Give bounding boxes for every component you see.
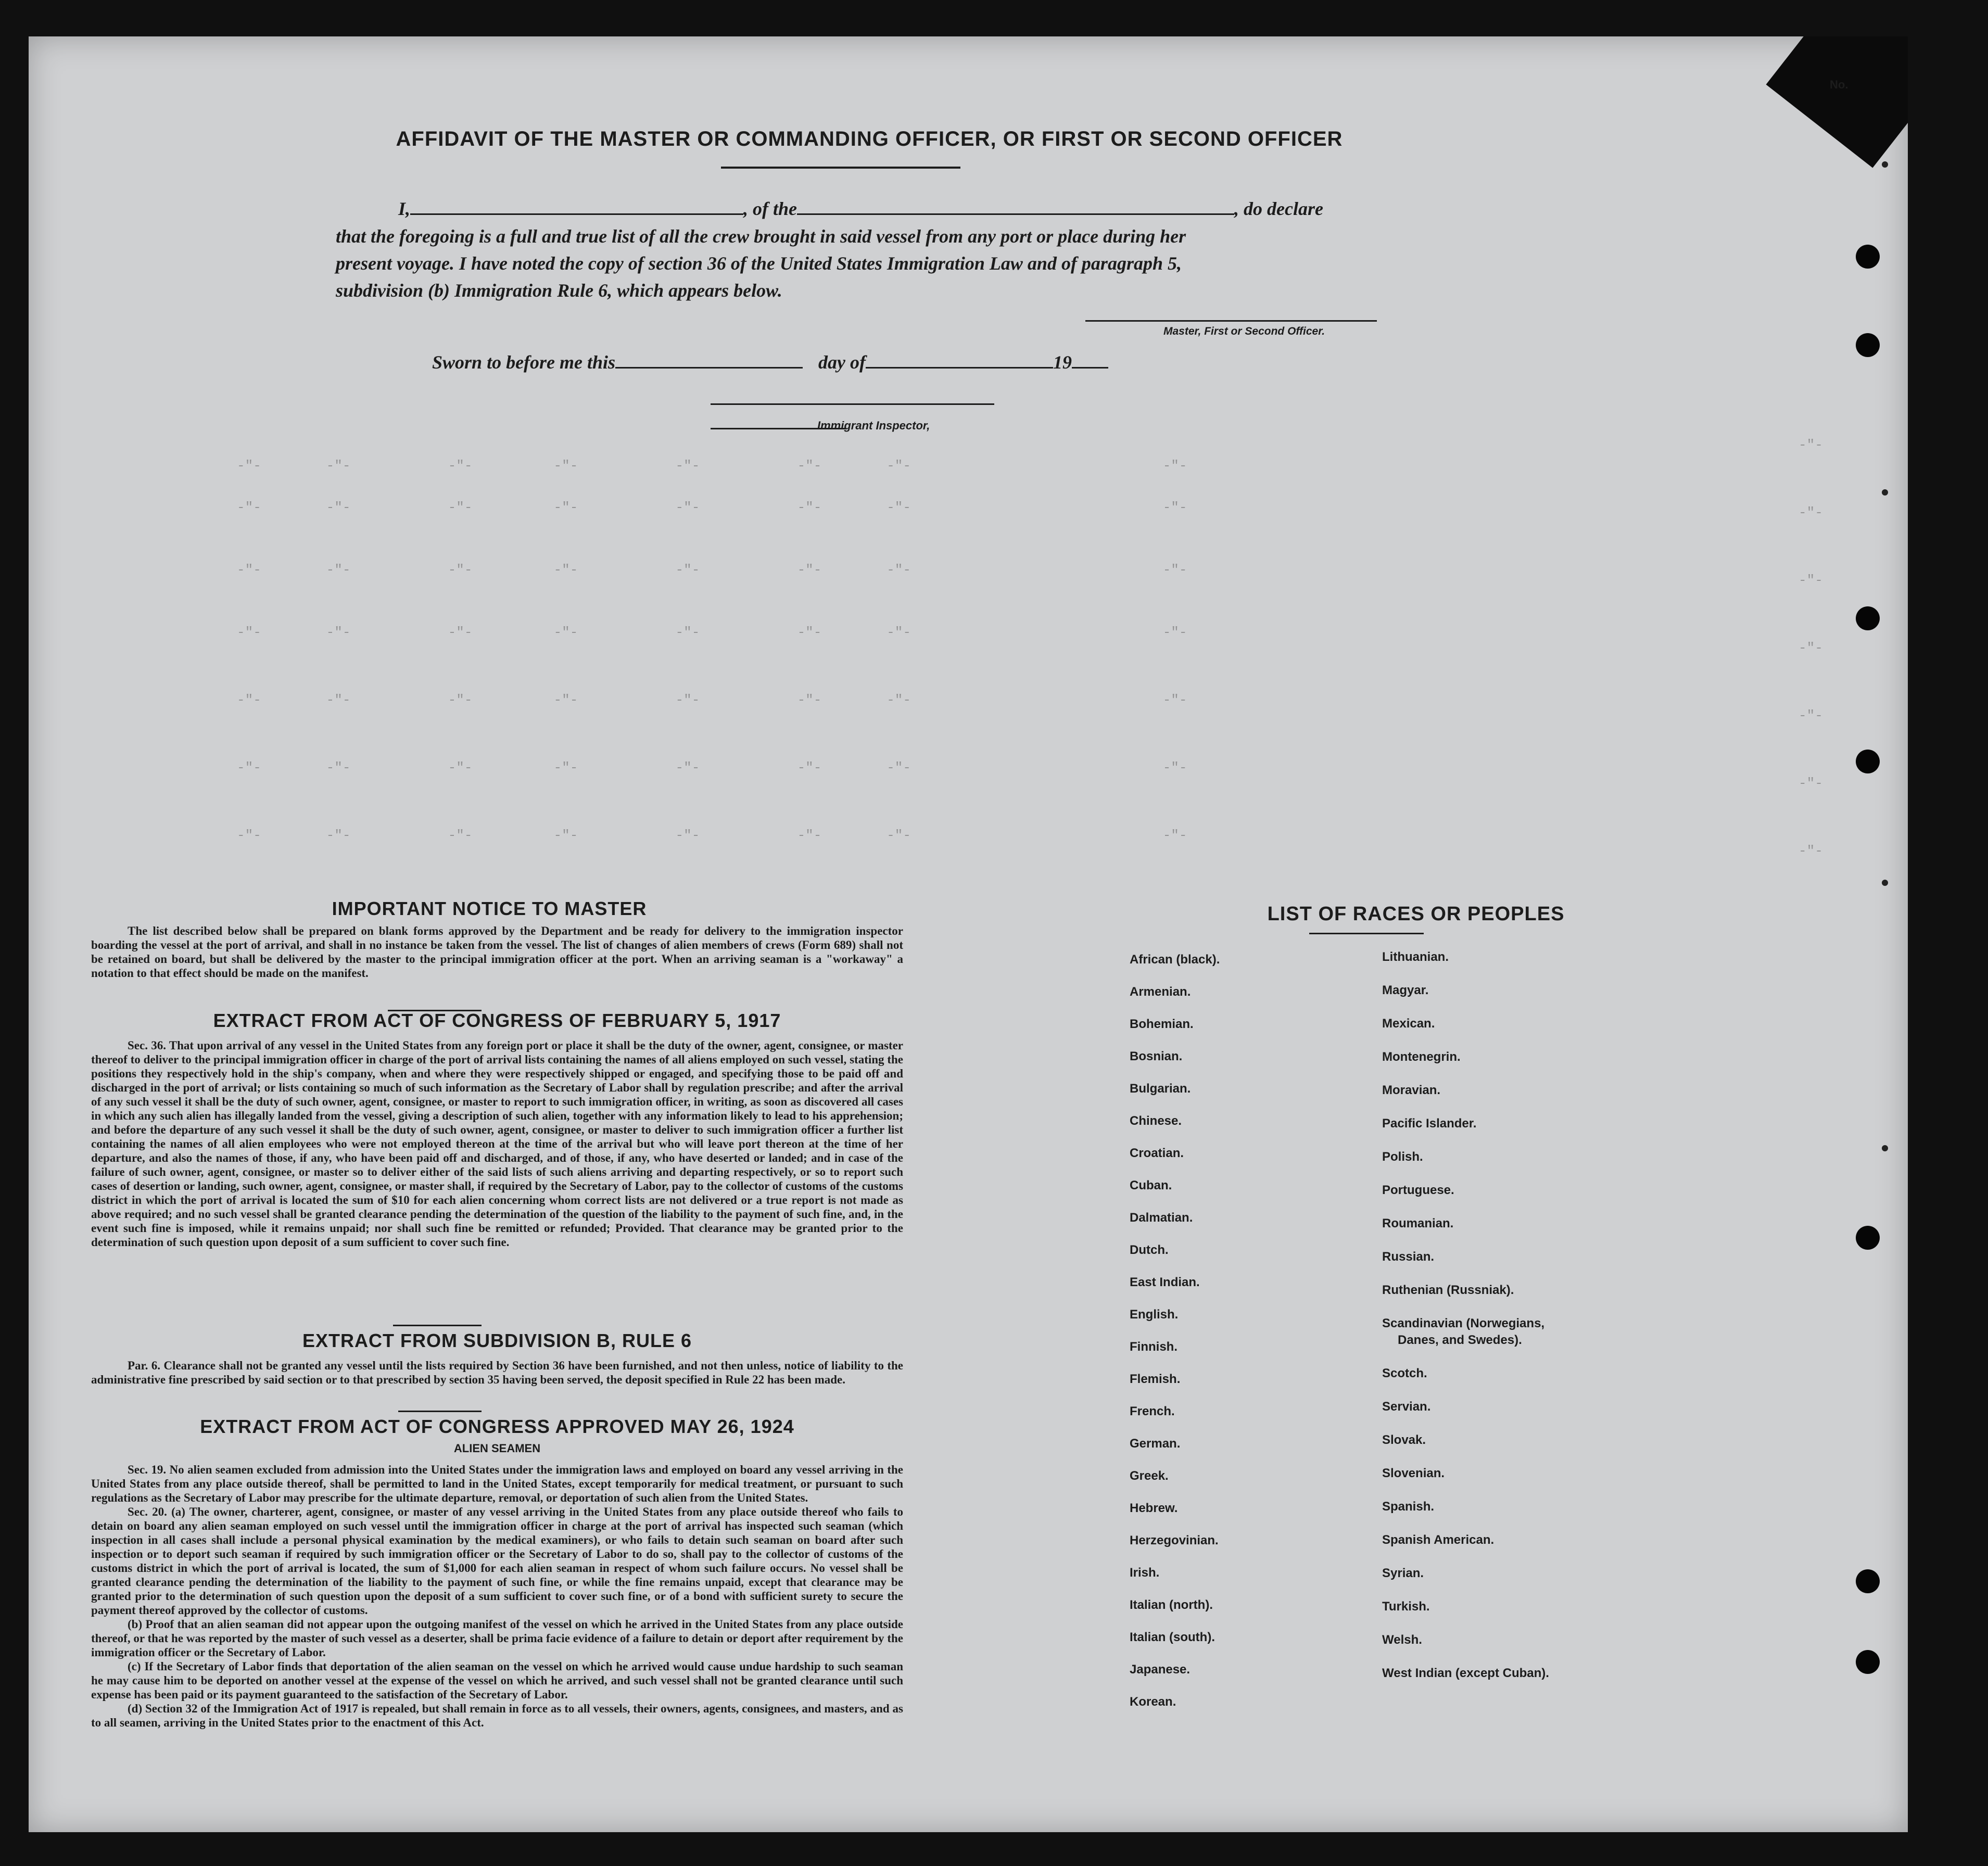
act-1917-rule bbox=[393, 1325, 482, 1326]
sworn-day-of: day of bbox=[818, 352, 866, 373]
sworn-day-field[interactable] bbox=[615, 350, 803, 369]
race-item: Scotch. bbox=[1382, 1366, 1427, 1380]
race-item: Bulgarian. bbox=[1130, 1082, 1191, 1096]
race-item: Italian (north). bbox=[1130, 1598, 1213, 1612]
small-punch-hole bbox=[1882, 880, 1888, 886]
punch-hole bbox=[1856, 333, 1880, 357]
affidavit-line-2: that the foregoing is a full and true list of all the crew brought in said vessel from any port or place during her bbox=[336, 226, 1186, 247]
race-item: Bosnian. bbox=[1130, 1049, 1183, 1063]
sworn-month-field[interactable] bbox=[866, 350, 1053, 369]
race-item: Portuguese. bbox=[1382, 1183, 1454, 1197]
inspector-caption: Immigrant Inspector, bbox=[817, 419, 930, 432]
race-item: Danes, and Swedes). bbox=[1398, 1333, 1522, 1347]
race-item: Lithuanian. bbox=[1382, 950, 1449, 964]
punch-hole bbox=[1856, 750, 1880, 773]
punch-hole bbox=[1856, 1569, 1880, 1593]
race-item: Hebrew. bbox=[1130, 1501, 1178, 1515]
act-1917-body: Sec. 36. That upon arrival of any vessel in the United States from any foreign port or place it shall be the duty of the owner, agent, consignee, or master thereof to deliver to the principal immigration officer in charge of the port of arrival lists containing the names of all aliens employed on such vessel, stating the positions they respectively hold in the ship's company, when and where they were respectively shipped or engaged, and specifying those to be paid off and discharged in the port of arrival; or lists containing so much of such information as the Secretary of Labor shall by regulation prescribe; and after the arrival of any such vessel it shall be the duty of such owner, agent, consignee, or master to report to such immigration officer, in writing, as soon as discovered all cases in which any such alien has illegally landed from the vessel, giving a description of such alien, together with any information likely to lead to his apprehension; and before the departure of any such vessel it shall be the duty of such owner, agent, consignee, or master to deliver to such immigration officer a further list containing the names of all alien employees who were not employed thereon at the time of the arrival but who will leave port thereon at the time of her departure, and also the names of those, if any, who have been paid off and discharged, and of those, if any, who have deserted or landed; and in case of the failure of such owner, agent, consignee, or master so to deliver either of the said lists of such aliens arriving and departing respectively, or so to report such cases of desertion or landing, such owner, agent, consignee, or master shall, if required by the Secretary of Labor, pay to the collector of customs of the customs district in which the port of arrival is located the sum of $10 for each alien concerning whom correct lists are not delivered or a true report is not made as above required; and no such vessel shall be granted clearance pending the determination of the question of the liability to the payment of such fine, and, in the event such fine is imposed, while it remains unpaid; nor shall such fine be remitted or refunded; Provided. That clearance may be granted prior to the determination of such question upon deposit of a sum sufficient to cover such fine. bbox=[91, 1039, 903, 1249]
race-item: Bohemian. bbox=[1130, 1017, 1194, 1031]
rule-6-body: Par. 6. Clearance shall not be granted any vessel until the lists required by Section 36 have been furnished, and not then unless, notice of liability to the administrative fine prescribed by said section or to that prescribed by section 35 having been served, the deposit specified in Rule 22 has been made. bbox=[91, 1359, 903, 1386]
notice-text bbox=[91, 924, 903, 980]
races-rule bbox=[1309, 933, 1424, 934]
affidavit-line-3: present voyage. I have noted the copy of section 36 of the United States Immigration Law and of paragraph 5, bbox=[336, 253, 1182, 274]
sworn-text: Sworn to before me this bbox=[432, 352, 616, 373]
race-item: Syrian. bbox=[1382, 1566, 1424, 1580]
race-item: Moravian. bbox=[1382, 1083, 1441, 1097]
inspector-signature-line[interactable] bbox=[711, 403, 994, 405]
race-item: African (black). bbox=[1130, 953, 1220, 967]
officer-name-field[interactable] bbox=[410, 197, 743, 215]
act-1917-text bbox=[91, 1038, 903, 1249]
race-item: Greek. bbox=[1130, 1469, 1169, 1483]
race-item: Slovenian. bbox=[1382, 1466, 1445, 1480]
act-1924-sec-20-d: (d) Section 32 of the Immigration Act of 1917 is repealed, but shall remain in force as to all vessels, their owners, agents, consignees, and masters, and as to all seamen, arriving in the United States prior to the enactment of this Act. bbox=[91, 1702, 903, 1729]
punch-hole bbox=[1856, 1226, 1880, 1250]
punch-hole bbox=[1856, 245, 1880, 269]
race-item: Armenian. bbox=[1130, 985, 1191, 999]
races-right-column bbox=[1382, 950, 1549, 1699]
act-1924-sec-20-a: Sec. 20. (a) The owner, charterer, agent, consignee, or master of any vessel arriving in the United States from any place outside thereof who fails to detain on board any alien seaman employed on such vessel until the immigration officer in charge at the port of arrival has inspected such seaman (which inspection in all cases shall include a personal physical examination by the medical examiners), or who fails to detain such seaman on board after such inspection or to deport such seaman if required by such immigration officer or the Secretary of Labor to do so, shall pay to the collector of customs of the customs district in which the port of arrival is located, the sum of $1,000 for each alien seaman in respect of whom such failure occurs. No vessel shall be granted clearance pending the determination of the liability to the payment of such fine, or while the fine remains unpaid, except that clearance may be granted prior to the determination of such question upon the deposit of a sum sufficient to cover such fine, or of a bond with sufficient surety to secure the payment thereof approved by the collector of customs. bbox=[91, 1505, 903, 1617]
race-item: Dutch. bbox=[1130, 1243, 1169, 1257]
race-item: Welsh. bbox=[1382, 1633, 1422, 1647]
affidavit-of-the: , of the bbox=[743, 198, 797, 219]
notice-title: IMPORTANT NOTICE TO MASTER bbox=[332, 898, 647, 919]
race-item: Korean. bbox=[1130, 1695, 1176, 1709]
act-1924-sec-20-b: (b) Proof that an alien seaman did not appear upon the outgoing manifest of the vessel on which he arrived in the United States from any place outside thereof, or that he was reported by the master of such vessel as a deserter, shall be prima facie evidence of a failure to detain or deport after requirement by the immigration officer or the Secretary of Labor. bbox=[91, 1618, 903, 1659]
vessel-name-field[interactable] bbox=[797, 197, 1234, 215]
act-1924-subtitle: ALIEN SEAMEN bbox=[453, 1442, 541, 1455]
race-item: French. bbox=[1130, 1404, 1175, 1418]
race-item: Herzegovinian. bbox=[1130, 1533, 1219, 1547]
race-item: Russian. bbox=[1382, 1250, 1435, 1264]
small-punch-hole bbox=[1882, 161, 1888, 168]
affidavit-line-1 bbox=[336, 195, 1323, 222]
race-item: Pacific Islander. bbox=[1382, 1116, 1477, 1131]
sworn-line bbox=[432, 349, 1108, 376]
sworn-year-field[interactable] bbox=[1072, 350, 1108, 369]
race-item: Turkish. bbox=[1382, 1600, 1430, 1614]
races-title: LIST OF RACES OR PEOPLES bbox=[1267, 903, 1565, 925]
sworn-year-prefix: 19 bbox=[1053, 352, 1072, 373]
race-item: Magyar. bbox=[1382, 983, 1429, 997]
race-item: Chinese. bbox=[1130, 1114, 1182, 1128]
affidavit-do-declare: , do declare bbox=[1234, 198, 1323, 219]
race-item: Croatian. bbox=[1130, 1146, 1184, 1160]
race-item: Polish. bbox=[1382, 1150, 1423, 1164]
race-item: Scandinavian (Norwegians, bbox=[1382, 1316, 1545, 1330]
race-item: Roumanian. bbox=[1382, 1216, 1454, 1230]
race-item: Slovak. bbox=[1382, 1433, 1426, 1447]
race-item: Dalmatian. bbox=[1130, 1211, 1193, 1225]
race-item: Mexican. bbox=[1382, 1017, 1435, 1031]
act-1917-title: EXTRACT FROM ACT OF CONGRESS OF FEBRUARY 5, 1917 bbox=[213, 1010, 781, 1031]
document-page: No. AFFIDAVIT OF THE MASTER OR COMMANDING OFFICER, OR FIRST OR SECOND OFFICER I, , of the , do declare that the foregoing is a full and true list of all the crew brought in said vessel from any port or place during her present voyage. I have noted the copy of section 36 of the United States Immigration Law and of paragraph 5, subdivision (b) Immigration Rule 6, which appears below. Master, First or Second Officer. Sworn to before me this day of 19 Immigrant Inspector, -"- -"- -"- -"- -"- -"- -"- -"- -"- -"- -"- -"- -"- -"- -"- -"- -"- -"- -"- -"- -"- -"- -"- -"- -"- -"- -"- -"- -"- -"- -"- -"- -"- -"- -"- -"- -"- -"- -"- -"- -"- -"- -"- -"- -"- -"- -"- -"- -"- -"- -"- -"- -"- -"- -"- -"- -"- -"- -"- -"- -"- -"- -"- IMPORTANT NOTICE TO MASTER The list described below shall be prepared on blank forms approved by the Department and be ready for delivery to the immigration inspector boarding the vessel at the port of arrival, and shall in no instance be taken from the vessel. The list of changes of alien members of crews (Form 689) shall not be retained on board, but shall be delivered by the master to the principal immigration officer at the port. When an arriving seaman is a "workaway" a notation to that effect should be made on the manifest. EXTRACT FROM ACT OF CONGRESS OF FEBRUARY 5, 1917 Sec. 36. That upon arrival of any vessel in the United States from any foreign port or place it shall be the duty of the owner, agent, consignee, or master thereof to deliver to the principal immigration officer in charge of the port of arrival lists containing the names of all aliens employed on such vessel, stating the positions they respectively hold in the ship's company, when and where they were respectively shipped or engaged, and specifying those to be paid off and discharged in the port of arrival; or lists containing so much of such information as the Secretary of Labor shall by regulation prescribe; and after the arrival of any such vessel it shall be the duty of such owner, agent, consignee, or master to report to such immigration officer, in writing, as soon as discovered all cases in which any such alien has illegally landed from the vessel, giving a description of such alien, together with any information likely to lead to his apprehension; and before the departure of any such vessel it shall be the duty of such owner, agent, consignee, or master to deliver to such immigration officer a further list containing the names of all alien employees who were not employed thereon at the time of the arrival but who will leave port thereon at the time of her departure, and also the names of those, if any, who have been paid off and discharged, and of those, if any, who have deserted or landed; and in case of the failure of such owner, agent, consignee, or master so to deliver either of the said lists of such aliens arriving and departing respectively, or so to report such cases of desertion or landing, such owner, agent, consignee, or master shall, if required by the Secretary of Labor, pay to the collector of customs of the customs district in which the port of arrival is located the sum of $10 for each alien concerning whom correct lists are not delivered or a true report is not made as above required; and no such vessel shall be granted clearance pending the determination of the question of the liability to the payment of such fine, and, in the event such fine is imposed, while it remains unpaid; nor shall such fine be remitted or refunded; Provided. That clearance may be granted prior to the determination of such question upon deposit of a sum sufficient to cover such fine. EXTRACT FROM SUBDIVISION B, RULE 6 Par. 6. Clearance shall not be granted any vessel until the lists required by Section 36 have been furnished, and not then unless, notice of liability to the administrative fine prescribed by said section or to that prescribed by section 35 having been served, the deposit specified in Rule 22 has been made. EXTRACT FROM ACT OF CONGRESS APPROVED MAY 26, 1924 ALIEN SEAMEN Sec. 19. No alien seamen excluded from admission into the United States under the immigration laws and employed on board any vessel arriving in the United States from any place outside thereof, shall be permitted to land in the United States, except temporarily for medical treatment, or pursuant to such regulations as the Secretary of Labor may prescribe for the ultimate departure, removal, or deportation of such alien from the United States. Sec. 20. (a) The owner, charterer, agent, consignee, or master of any vessel arriving in the United States from any place outside thereof who fails to detain on board any alien seaman employed on such vessel until the immigration officer in charge at the port of arrival has inspected such seaman (which inspection in all cases shall include a personal physical examination by the medical examiners), or who fails to detain such seaman on board after such inspection or to deport such seaman if required by such immigration officer or the Secretary of Labor to do so, shall pay to the collector of customs of the customs district in which the port of arrival is located, the sum of $1,000 for each alien seaman in respect of whom such failure occurs. No vessel shall be granted clearance pending the determination of the liability to the payment of such fine, or while the fine remains unpaid, except that clearance may be granted prior to the determination of such question upon the deposit of a sum sufficient to cover such fine, or of a bond with sufficient surety to secure the payment thereof approved by the collector of customs. (b) Proof that an alien seaman did not appear upon the outgoing manifest of the vessel on which he arrived in the United States from any place outside thereof, or that he was reported by the master of such vessel as a deserter, shall be prima facie evidence of a failure to detain or deport after requirement by the immigration officer or the Secretary of Labor. (c) If the Secretary of Labor finds that deportation of the alien seaman on the vessel on which he arrived would cause undue hardship to such seaman he may cause him to be deported on another vessel at the expense of the vessel on which he arrived, and such vessel shall not be granted clearance until such expense has been paid or its payment guaranteed to the satisfaction of the Secretary of Labor. (d) Section 32 of the Immigration Act of 1917 is repealed, but shall remain in force as to all vessels, their owners, agents, consignees, and masters, and as to all seamen, arriving in the United States prior to the enactment of this Act. LIST OF RACES OR PEOPLES African (black). Armenian. Bohemian. Bosnian. Bulgarian. Chinese. Croatian. Cuban. Dalmatian. Dutch. East Indian. English. Finnish. Flemish. French. German. Greek. Hebrew. Herzegovinian. Irish. Italian (north). Italian (south). Japanese. Korean. Lithuanian. Magyar. Mexican. Montenegrin. Moravian. Pacific Islander. Polish. Portuguese. Roumanian. Russian. Ruthenian (Russniak). Scandinavian (Norwegians, Danes, and Swedes). Scotch. Servian. Slovak. Slovenian. Spanish. Spanish American. Syrian. Turkish. Welsh. West Indian (except Cuban). bbox=[29, 36, 1908, 1832]
race-item: Montenegrin. bbox=[1382, 1050, 1461, 1064]
race-item: West Indian (except Cuban). bbox=[1382, 1666, 1549, 1680]
signature-caption: Master, First or Second Officer. bbox=[1163, 325, 1325, 337]
small-punch-hole bbox=[1882, 489, 1888, 496]
race-item: Italian (south). bbox=[1130, 1630, 1215, 1644]
race-item: Irish. bbox=[1130, 1566, 1160, 1580]
race-item: Servian. bbox=[1382, 1400, 1431, 1414]
act-1924-sec-19: Sec. 19. No alien seamen excluded from admission into the United States under the immigration laws and employed on board any vessel arriving in the United States from any place outside thereof, shall be permitted to land in the United States, except temporarily for medical treatment, or pursuant to such regulations as the Secretary of Labor may prescribe for the ultimate departure, removal, or deportation of such alien from the United States. bbox=[91, 1463, 903, 1504]
race-item: East Indian. bbox=[1130, 1275, 1200, 1289]
act-1924-title: EXTRACT FROM ACT OF CONGRESS APPROVED MAY 26, 1924 bbox=[200, 1416, 794, 1437]
corner-number-label: No. bbox=[1830, 78, 1848, 91]
signature-line[interactable] bbox=[1085, 320, 1377, 322]
race-item: Spanish. bbox=[1382, 1500, 1435, 1514]
affidavit-title-rule bbox=[721, 167, 960, 169]
race-item: Flemish. bbox=[1130, 1372, 1181, 1386]
race-item: Japanese. bbox=[1130, 1662, 1191, 1677]
race-item: Ruthenian (Russniak). bbox=[1382, 1283, 1514, 1297]
act-1924-sec-20-c: (c) If the Secretary of Labor finds that deportation of the alien seaman on the vessel on which he arrived would cause undue hardship to such seaman he may cause him to be deported on another vessel at the expense of the vessel on which he arrived, and such vessel shall not be granted clearance until such expense has been paid or its payment guaranteed to the satisfaction of the Secretary of Labor. bbox=[91, 1660, 903, 1701]
punch-hole bbox=[1856, 1650, 1880, 1674]
race-item: German. bbox=[1130, 1437, 1181, 1451]
race-item: Finnish. bbox=[1130, 1340, 1177, 1354]
curled-corner bbox=[1766, 36, 1908, 168]
notice-body: The list described below shall be prepared on blank forms approved by the Department and be ready for delivery to the immigration inspector boarding the vessel at the port of arrival, and shall in no instance be taken from the vessel. The list of changes of alien members of crews (Form 689) shall not be retained on board, but shall be delivered by the master to the principal immigration officer at the port. When an arriving seaman is a "workaway" a notation to that effect should be made on the manifest. bbox=[91, 924, 903, 980]
punch-hole bbox=[1856, 606, 1880, 630]
race-item: Cuban. bbox=[1130, 1178, 1172, 1192]
race-item: Spanish American. bbox=[1382, 1533, 1495, 1547]
rule-6-rule bbox=[398, 1411, 482, 1412]
rule-6-title: EXTRACT FROM SUBDIVISION B, RULE 6 bbox=[302, 1330, 692, 1351]
affidavit-line-4: subdivision (b) Immigration Rule 6, which appears below. bbox=[336, 280, 782, 301]
act-1924-text bbox=[91, 1463, 903, 1730]
races-left-column bbox=[1130, 953, 1220, 1727]
affidavit-i: I, bbox=[398, 198, 411, 219]
rule-6-text bbox=[91, 1359, 903, 1387]
small-punch-hole bbox=[1882, 1145, 1888, 1151]
affidavit-title: AFFIDAVIT OF THE MASTER OR COMMANDING OFFICER, OR FIRST OR SECOND OFFICER bbox=[396, 128, 1343, 150]
race-item: English. bbox=[1130, 1308, 1179, 1322]
